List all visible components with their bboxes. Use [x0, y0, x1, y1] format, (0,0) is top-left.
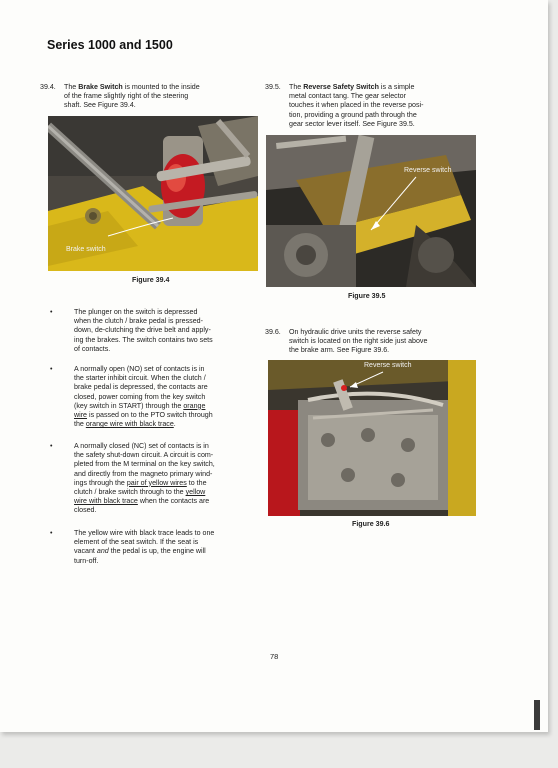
figure-39-5-photo: [266, 135, 476, 287]
term-brake-switch: Brake Switch: [78, 83, 123, 91]
term-reverse-safety-switch: Reverse Safety Switch: [303, 83, 379, 91]
paragraph-number: 39.4.: [40, 83, 56, 91]
right-column: [265, 83, 490, 143]
figure-39-4-caption: Figure 39.4: [132, 276, 170, 284]
figure-39-4-photo: [48, 116, 258, 271]
underlined-yellow: yellow: [185, 488, 206, 497]
underlined-orange-black-trace: orange wire with black trace: [85, 420, 174, 429]
paragraph-number: 39.5.: [265, 83, 281, 91]
scan-edge-mark: [534, 700, 540, 730]
reverse-switch-label-1: Reverse switch: [404, 167, 452, 174]
paragraph-39-5: 39.5. The Reverse Safety Switch is a simple metal contact tang. The gear selector touches it when placed in the reverse posi- tion, providing a ground path through the gear sector lever itself. See Figure 39.5.: [265, 83, 424, 128]
bullet-item-1: • The plunger on the switch is depressed when the clutch / brake pedal is pressed- down, de-clutching the drive belt and apply- ing the brakes. The switch contains two sets of contacts.: [50, 308, 213, 353]
bullet-marker: •: [50, 442, 53, 450]
hydraulic-reverse-switch-photo-image: [268, 360, 476, 516]
bullet-item-4: • The yellow wire with black trace leads to one element of the seat switch. If the seat is vacant and the pedal is up, the engine will turn-off.: [50, 529, 215, 565]
paragraph-39-4: 39.4. The Brake Switch is mounted to the inside of the frame slightly right of the steering shaft. See Figure 39.4.: [40, 83, 200, 110]
italic-and: and: [96, 547, 109, 556]
bullet-marker: •: [50, 308, 53, 316]
figure-39-6-caption: Figure 39.6: [352, 520, 390, 528]
paragraph-number: 39.6.: [265, 328, 281, 336]
figure-39-6-photo: [268, 360, 476, 516]
figure-39-5-caption: Figure 39.5: [348, 292, 386, 300]
bullet-item-3: • A normally closed (NC) set of contacts is in the safety shut-down circuit. A circuit is com- pleted from the M terminal on the key switch, and directly from the magneto primary wind- ings through the pair of yellow wires to the clutch / brake switch through to the yellow wire with black trace when the contacts are closed.: [50, 442, 215, 515]
bullet-marker: •: [50, 365, 53, 373]
reverse-switch-photo-image: [266, 135, 476, 287]
underlined-pair-yellow-wires: pair of yellow wires: [126, 478, 187, 487]
bullet-marker: •: [50, 529, 53, 537]
underlined-orange: orange: [183, 401, 206, 410]
brake-switch-label: Brake switch: [66, 246, 106, 253]
underlined-wire-black-trace: wire with black trace: [74, 497, 138, 506]
page-number: 78: [270, 652, 279, 661]
paragraph-39-6-block: [265, 328, 490, 358]
bullet-list: [42, 308, 262, 578]
paragraph-39-6: 39.6. On hydraulic drive units the reverse safety switch is located on the right side just above the brake arm. See Figure 39.6.: [265, 328, 428, 355]
page-header-title: Series 1000 and 1500: [47, 38, 173, 52]
reverse-switch-label-2: Reverse switch: [364, 362, 412, 369]
underlined-wire: wire: [74, 411, 88, 420]
bullet-item-2: • A normally open (NO) set of contacts is in the starter inhibit circuit. When the clutch / brake pedal is depressed, the contacts are closed, power coming from the key switch (key switch in START) through the orange wire is passed on to the PTO switch through the orange wire with black trace.: [50, 365, 213, 429]
